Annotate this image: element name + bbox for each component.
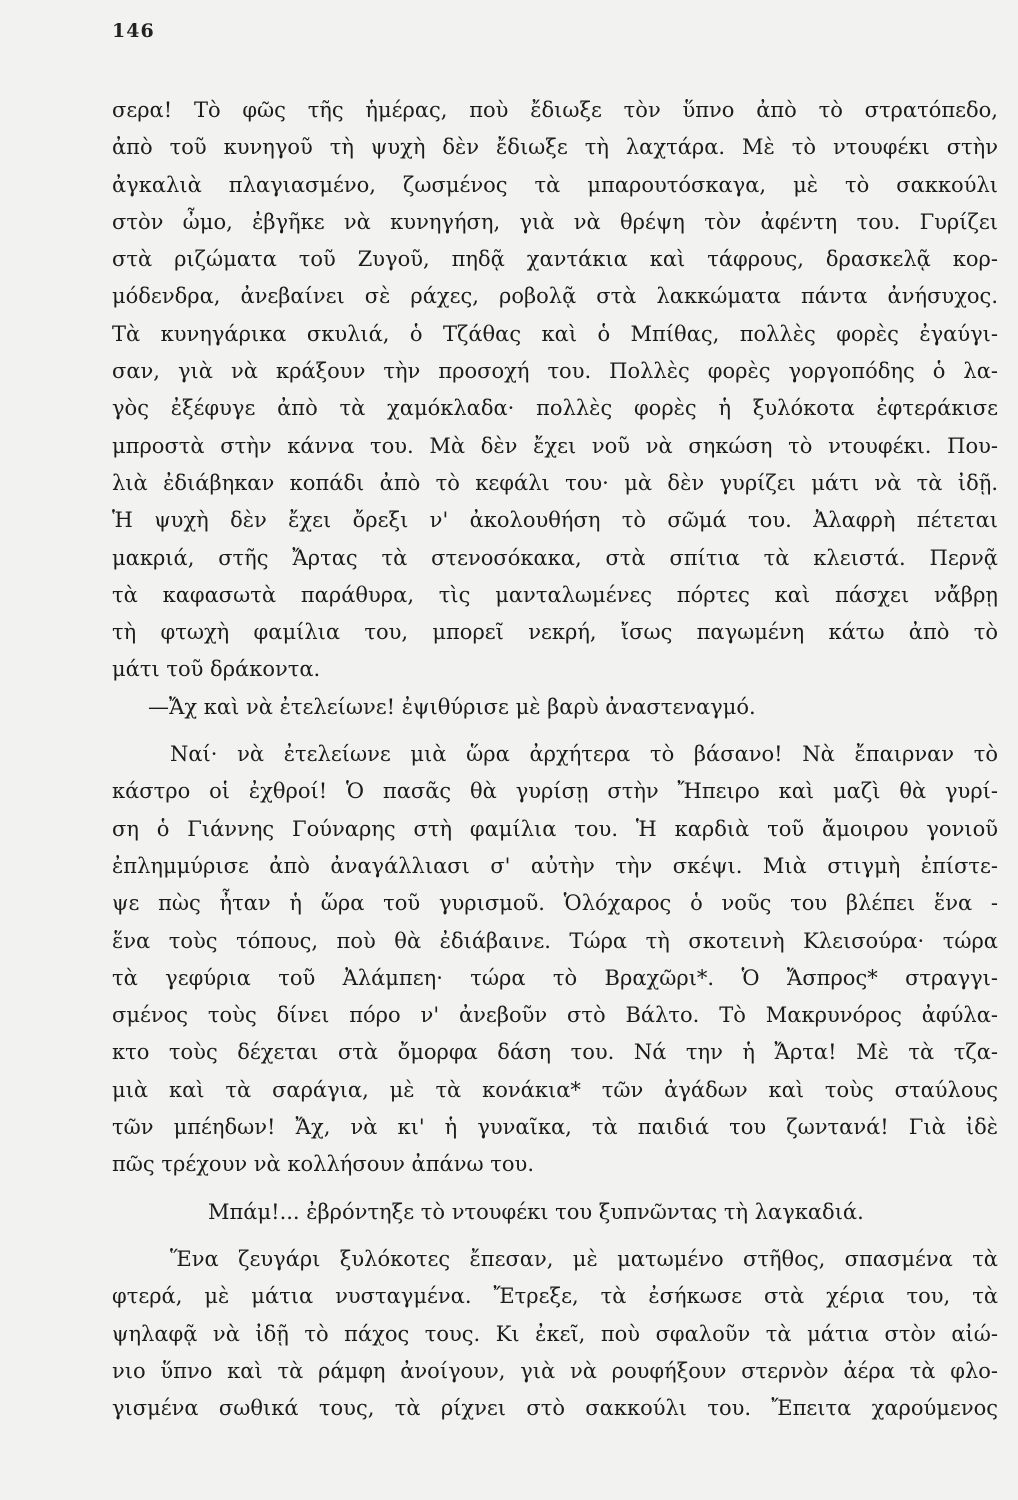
text-line: ψε πὼς ἦταν ἡ ὥρα τοῦ γυρισμοῦ. Ὁλόχαρος ὁ νοῦς του βλέπει ἕνα - (112, 891, 998, 916)
page-number: 146 (112, 20, 155, 42)
paragraph-gap (112, 726, 998, 736)
text-line: μάτι τοῦ δράκοντα. (112, 657, 321, 682)
text-line: ἕνα τοὺς τόπους, ποὺ θὰ ἐδιάβαινε. Τώρα τὴ σκοτεινὴ Κλεισούρα· τώρα (112, 928, 998, 953)
text-line: Ναί· νὰ ἐτελείωνε μιὰ ὥρα ἀρχήτερα τὸ βάσανο! Νὰ ἔπαιρναν τὸ (170, 742, 998, 767)
text-line: σερα! Τὸ φῶς τῆς ἡμέρας, ποὺ ἔδιωξε τὸν ὕπνο ἀπὸ τὸ στρατόπεδο, (112, 98, 998, 122)
text-line: Μπάμ!... ἐβρόντηξε τὸ ντουφέκι του ξυπνῶντας τὴ λαγκαδιά. (208, 1199, 864, 1224)
text-line: ἀπὸ τοῦ κυνηγοῦ τὴ ψυχὴ δὲν ἔδιωξε τὴ λαχτάρα. Μὲ τὸ ντουφέκι στὴν (112, 135, 998, 160)
text-line: μιὰ καὶ τὰ σαράγια, μὲ τὰ κονάκια* τῶν ἀγάδων καὶ τοὺς σταύλους (112, 1077, 998, 1102)
text-line: Τὰ κυνηγάρικα σκυλιά, ὁ Τζάθας καὶ ὁ Μπίθας, πολλὲς φορὲς ἐγαύγι- (112, 321, 998, 346)
paragraph-gap (112, 1231, 998, 1241)
text-line: τὰ καφασωτὰ παράθυρα, τὶς μανταλωμένες πόρτες καὶ πάσχει νἄβρῃ (112, 582, 998, 607)
text-line: γὸς ἐξέφυγε ἀπὸ τὰ χαμόκλαδα· πολλὲς φορὲς ἡ ξυλόκοτα ἐφτεράκισε (112, 396, 998, 421)
text-line: μπροστὰ στὴν κάννα του. Μὰ δὲν ἔχει νοῦ νὰ σηκώση τὸ ντουφέκι. Που- (112, 433, 998, 458)
text-line: νιο ὕπνο καὶ τὰ ράμφη ἀνοίγουν, γιὰ νὰ ρουφήξουν στερνὸν ἀέρα τὰ φλο- (112, 1358, 998, 1383)
text-line: τὰ γεφύρια τοῦ Ἀλάμπεη· τώρα τὸ Βραχῶρι*. Ὁ Ἄσπρος* στραγγι- (112, 965, 998, 990)
text-line: κτο τοὺς δέχεται στὰ ὄμορφα δάση του. Νά την ἡ Ἄρτα! Μὲ τὰ τζα- (112, 1040, 998, 1065)
dialogue-line: —Ἄχ καὶ νὰ ἐτελείωνε! ἐψιθύρισε μὲ βαρὺ ἀναστεναγμό. (148, 694, 756, 719)
text-line: στὰ ριζώματα τοῦ Ζυγοῦ, πηδᾷ χαντάκια καὶ τάφρους, δρασκελᾷ κορ- (112, 247, 998, 272)
text-line: ση ὁ Γιάννης Γούναρης στὴ φαμίλια του. Ἡ καρδιὰ τοῦ ἄμοιρου γονιοῦ (112, 816, 998, 841)
text-line: ψηλαφᾷ νὰ ἰδῇ τὸ πάχος τους. Κι ἐκεῖ, ποὺ σφαλοῦν τὰ μάτια στὸν αἰώ- (112, 1321, 998, 1346)
text-line: σμένος τοὺς δίνει πόρο ν' ἀνεβοῦν στὸ Βάλτο. Τὸ Μακρυνόρος ἀφύλα- (112, 1003, 998, 1028)
text-line: πῶς τρέχουν νὰ κολλήσουν ἀπάνω του. (112, 1152, 534, 1177)
text-line: μακριά, στῆς Ἄρτας τὰ στενοσόκακα, στὰ σπίτια τὰ κλειστά. Περνᾷ (112, 545, 998, 570)
body-text (112, 92, 998, 1427)
text-line: τὴ φτωχὴ φαμίλια του, μπορεῖ νεκρή, ἴσως παγωμένη κάτω ἀπὸ τὸ (112, 620, 998, 645)
text-line: μόδενδρα, ἀνεβαίνει σὲ ράχες, ροβολᾷ στὰ λακκώματα πάντα ἀνήσυχος. (112, 284, 998, 309)
text-line: Ἕνα ζευγάρι ξυλόκοτες ἔπεσαν, μὲ ματωμένο στῆθος, σπασμένα τὰ (170, 1246, 998, 1271)
text-line: ἐπλημμύρισε ἀπὸ ἀναγάλλιασι σ' αὐτὴν τὴν σκέψι. Μιὰ στιγμὴ ἐπίστε- (112, 853, 998, 878)
text-line: σαν, γιὰ νὰ κράξουν τὴν προσοχή του. Πολλὲς φορὲς γοργοπόδης ὁ λα- (112, 359, 998, 384)
text-line: ἀγκαλιὰ πλαγιασμένο, ζωσμένος τὰ μπαρουτόσκαγα, μὲ τὸ σακκούλι (112, 172, 998, 197)
text-line: λιὰ ἐδιάβηκαν κοπάδι ἀπὸ τὸ κεφάλι του· μὰ δὲν γυρίζει μάτι νὰ τὰ ἰδῇ. (112, 470, 998, 495)
text-line: γισμένα σωθικά τους, τὰ ρίχνει στὸ σακκούλι του. Ἔπειτα χαρούμενος (112, 1396, 998, 1421)
text-line: Ἡ ψυχὴ δὲν ἔχει ὄρεξι ν' ἀκολουθήση τὸ σῶμά του. Ἀλαφρὴ πέτεται (112, 508, 998, 533)
paragraph-gap (112, 1184, 998, 1194)
text-line: τῶν μπέηδων! Ἄχ, νὰ κι' ἡ γυναῖκα, τὰ παιδιά του ζωντανά! Γιὰ ἰδὲ (112, 1115, 998, 1140)
text-line: στὸν ὦμο, ἐβγῆκε νὰ κυνηγήση, γιὰ νὰ θρέψη τὸν ἀφέντη του. Γυρίζει (112, 209, 998, 234)
text-line: φτερά, μὲ μάτια νυσταγμένα. Ἔτρεξε, τὰ ἐσήκωσε στὰ χέρια του, τὰ (112, 1284, 998, 1309)
text-line: κάστρο οἱ ἐχθροί! Ὁ πασᾶς θὰ γυρίσῃ στὴν Ἤπειρο καὶ μαζὶ θὰ γυρί- (112, 779, 998, 804)
